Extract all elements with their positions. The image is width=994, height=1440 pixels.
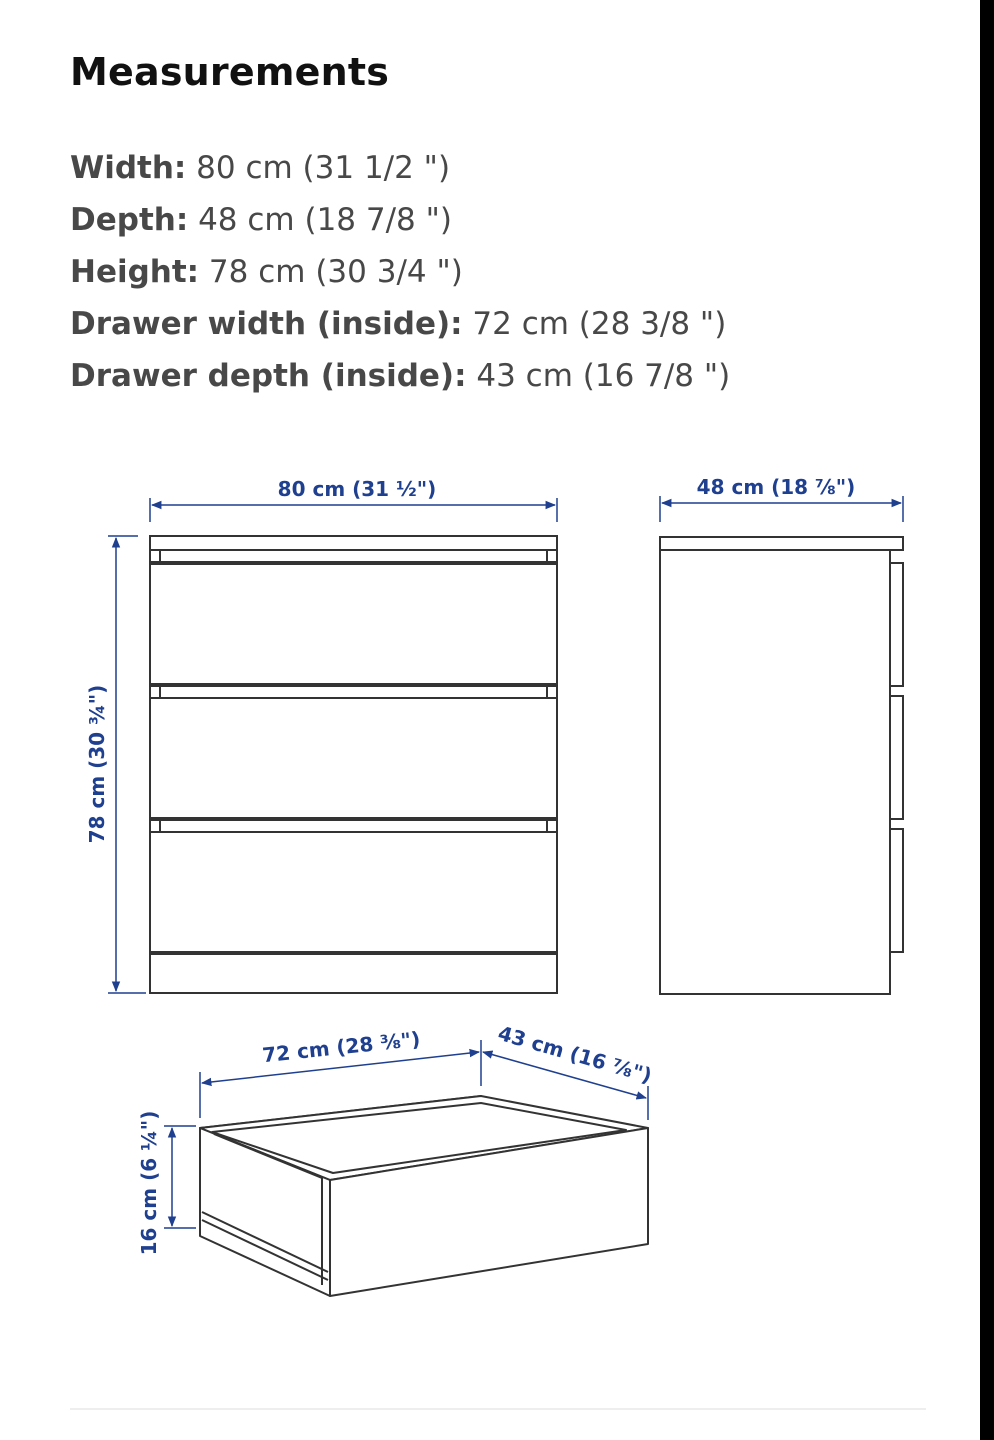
spec-value: 48 cm (18 7/8 ") [188, 202, 452, 238]
spec-label: Depth: [70, 202, 189, 238]
spec-value: 43 cm (16 7/8 ") [466, 358, 731, 394]
side-depth-label: 48 cm (18 ⅞") [696, 475, 856, 499]
dimension-diagram [0, 440, 980, 1340]
drawer-height-label: 16 cm (6 ¼") [137, 1110, 161, 1256]
drawer-height-dimension [164, 1126, 196, 1228]
spec-label: Drawer depth (inside): [70, 358, 467, 394]
spec-width [70, 146, 730, 198]
drawer-width-label: 72 cm (28 ⅜") [261, 1026, 422, 1068]
spec-height [70, 250, 730, 302]
chest-front-view [150, 536, 557, 993]
spec-label: Drawer width (inside): [70, 306, 463, 342]
front-width-dimension [150, 498, 557, 522]
drawer-depth-label: 43 cm (16 ⅞") [495, 1020, 655, 1088]
spec-value: 72 cm (28 3/8 ") [462, 306, 727, 342]
measurements-list [70, 146, 730, 406]
spec-value: 80 cm (31 1/2 ") [186, 150, 451, 186]
side-depth-dimension [660, 496, 903, 522]
page-title: Measurements [70, 50, 390, 94]
front-height-dimension [108, 536, 146, 993]
spec-drawer-width [70, 302, 730, 354]
spec-drawer-depth [70, 354, 730, 406]
spec-label: Width: [70, 150, 187, 186]
chest-side-view [660, 537, 903, 994]
spec-depth [70, 198, 730, 250]
front-height-label: 78 cm (30 ¾") [85, 684, 109, 844]
spec-value: 78 cm (30 3/4 ") [199, 254, 463, 290]
front-width-label: 80 cm (31 ½") [277, 477, 437, 501]
section-divider [70, 1408, 926, 1410]
spec-label: Height: [70, 254, 200, 290]
drawer-box [200, 1096, 648, 1296]
